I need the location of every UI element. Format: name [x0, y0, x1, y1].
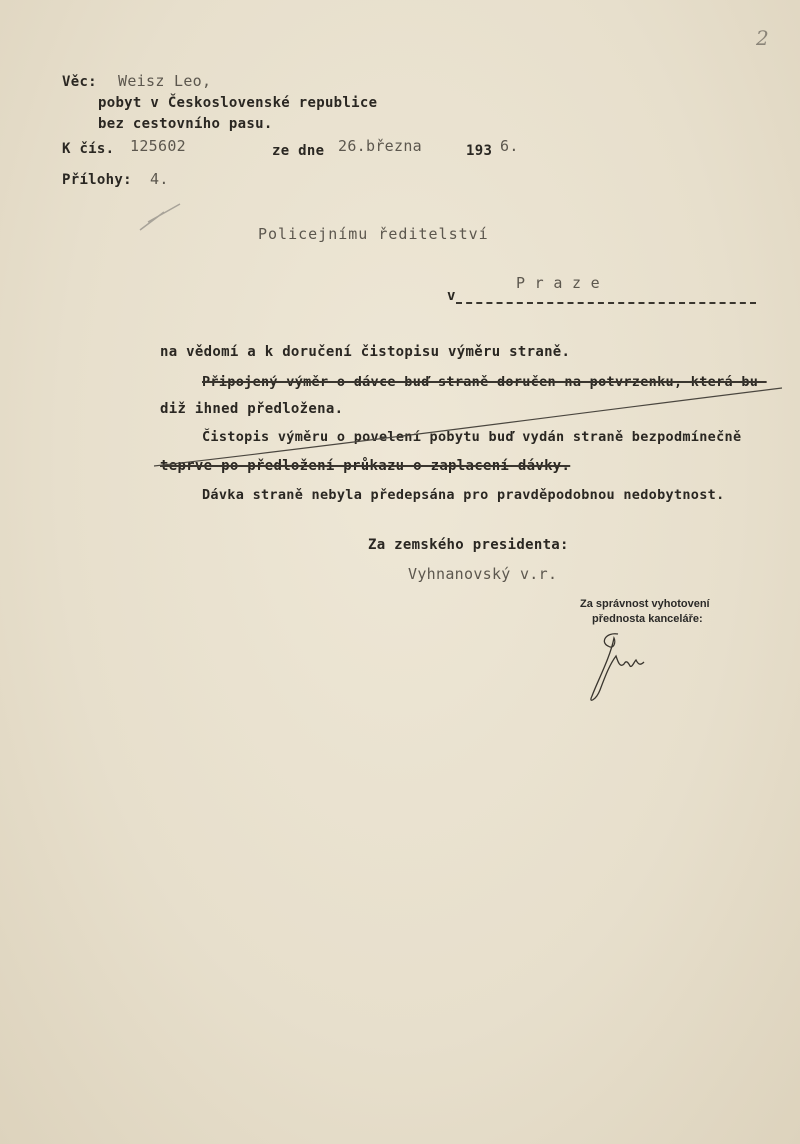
cancel-stroke: [150, 384, 790, 474]
body-paragraph-4: Dávka straně nebyla předepsána pro pravděpodobnou nedobytnost.: [202, 487, 725, 503]
body-paragraph-2-line-2: diž ihned předložena.: [160, 401, 344, 417]
subject-line-3: bez cestovního pasu.: [98, 116, 273, 132]
addressee-name: Policejnímu ředitelství: [258, 225, 489, 243]
addressee-preposition: v: [447, 288, 456, 304]
subject-label: Věc:: [62, 74, 97, 90]
reference-year-suffix: 6.: [500, 137, 519, 155]
page-number: 2: [756, 26, 770, 50]
body-paragraph-3-line-2: teprve po předložení průkazu o zaplacení dávky.: [160, 458, 571, 474]
reference-year-prefix: 193: [466, 143, 493, 159]
stamp-line-2: přednosta kanceláře:: [592, 613, 703, 625]
attachments-count: 4.: [150, 170, 169, 188]
reference-date: 26.března: [338, 137, 422, 155]
attachments-label: Přílohy:: [62, 172, 132, 188]
stamp-line-1: Za správnost vyhotovení: [580, 598, 710, 610]
subject-line-2: pobyt v Československé republice: [98, 95, 378, 111]
body-paragraph-2-line-1: Připojený výměr o dávce buď straně doručen na potvrzenku, která bu-: [202, 374, 767, 390]
reference-date-label: ze dne: [272, 143, 325, 159]
body-paragraph-1: na vědomí a k doručení čistopisu výměru straně.: [160, 344, 571, 360]
reference-number: 125602: [130, 137, 186, 155]
body-paragraph-3-line-1: Čistopis výměru o povelení pobytu buď vydán straně bezpodmínečně: [202, 429, 742, 445]
address-underline: [456, 302, 756, 304]
signature-for: Za zemského presidenta:: [368, 537, 569, 553]
addressee-city: P r a z e: [516, 274, 600, 292]
pencil-mark: [136, 198, 186, 238]
reference-label: K čís.: [62, 141, 115, 157]
signature-name: Vyhnanovský v.r.: [408, 565, 558, 583]
subject-name: Weisz Leo,: [118, 72, 212, 90]
handwritten-signature: [584, 628, 656, 708]
